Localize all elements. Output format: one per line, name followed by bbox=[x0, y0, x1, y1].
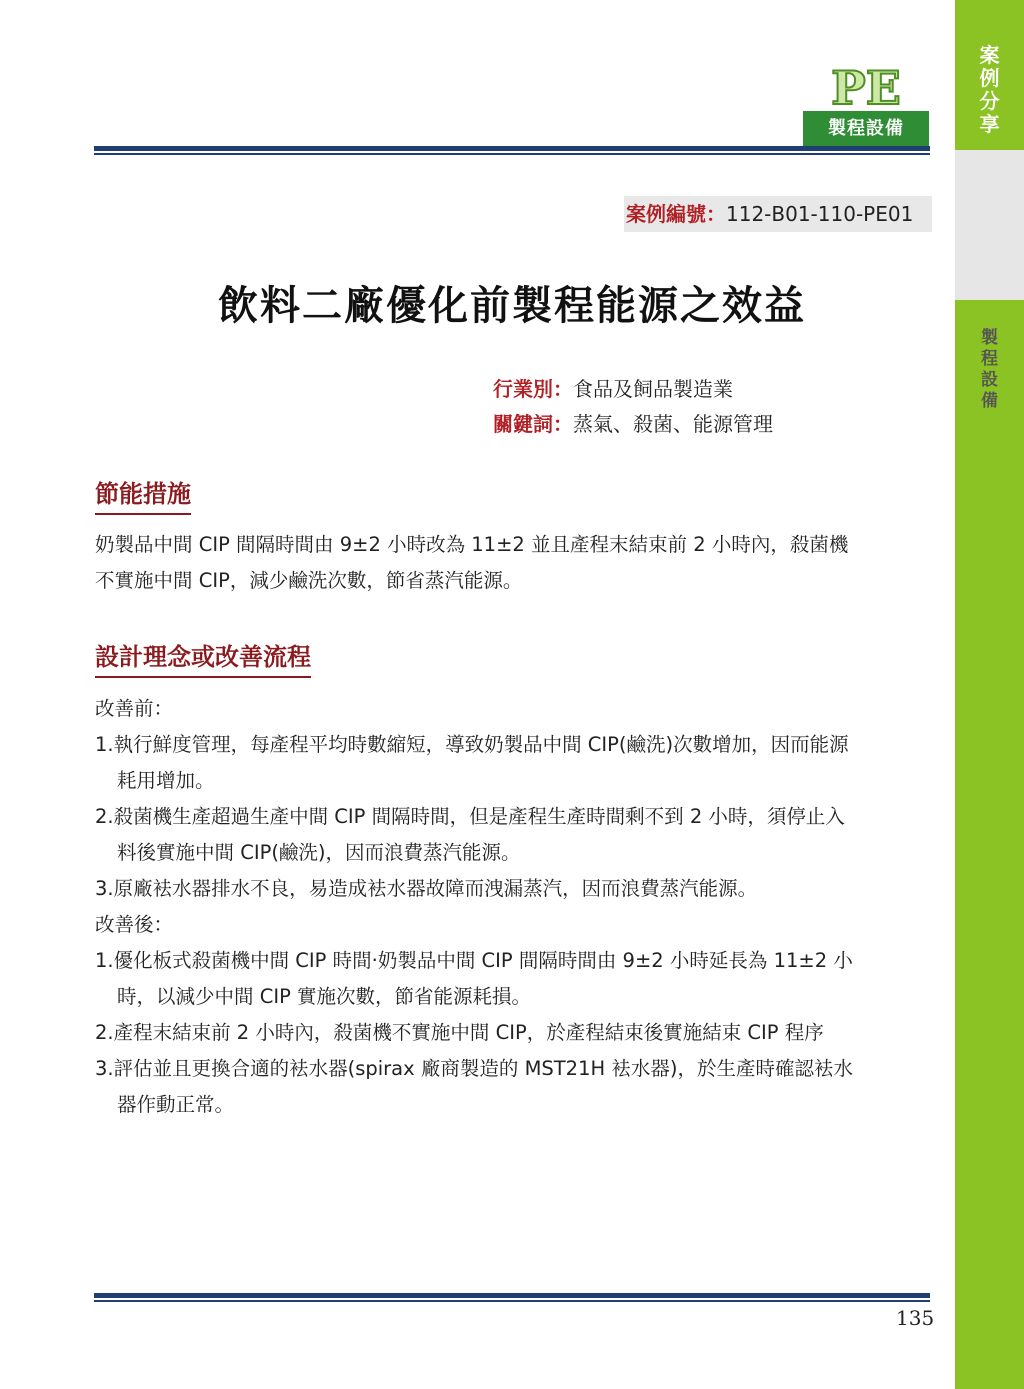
category-badge: 製程設備 bbox=[803, 111, 929, 147]
page-number: 135 bbox=[896, 1306, 935, 1330]
after-label: 改善後： bbox=[95, 913, 174, 936]
footer-rule bbox=[94, 1293, 930, 1302]
side-tab-category-label: 案 例 分 享 bbox=[979, 43, 1000, 136]
section-heading-design: 設計理念或改善流程 bbox=[95, 637, 311, 678]
case-number: 案例編號：112-B01-110-PE01 bbox=[624, 196, 932, 232]
side-tab bbox=[955, 0, 1024, 1389]
svg-text:PE: PE bbox=[831, 66, 901, 110]
pe-logo bbox=[810, 66, 922, 110]
side-tab-category bbox=[955, 0, 1024, 150]
industry-line: 行業別：食品及飼品製造業 bbox=[493, 377, 733, 401]
design-paragraph: 改善前： 1.執行鮮度管理，每產程平均時數縮短，導致奶製品中間 CIP(鹼洗)次數增加，因而能源 耗用增加。 2.殺菌機生產超過生產中間 CIP 間隔時間，但是產程生產時間剩不到 2 小時，須停止入 料後實施中間 CIP(鹼洗)，因而浪費蒸汽能源。 3.原廠袪水器排水不良，易造成袪水器故障而洩漏蒸汽，因而浪費蒸汽能源。 改善後： 1.優化板式殺菌機中間 CIP 時間‧奶製品中間 CIP 間隔時間由 9±2 小時延長為 11±2 小 時，以減少中間 CIP 實施次數，節省能源耗損。 2.產程末結束前 2 小時內，殺菌機不實施中間 CIP，於產程結束後實施結束 CIP 程序 3.評估並且更換合適的袪水器(spirax 廠商製造的 MST21H 袪水器)，於生產時確認袪水 器作動正常。 bbox=[95, 691, 931, 1123]
list-item: 2.殺菌機生產超過生產中間 CIP 間隔時間，但是產程生產時間剩不到 2 小時，須停止入 bbox=[95, 805, 845, 828]
list-item: 3.評估並且更換合適的袪水器(spirax 廠商製造的 MST21H 袪水器)，於生產時確認袪水 bbox=[95, 1057, 853, 1080]
before-label: 改善前： bbox=[95, 697, 174, 720]
list-item: 1.執行鮮度管理，每產程平均時數縮短，導致奶製品中間 CIP(鹼洗)次數增加，因而能源 bbox=[95, 733, 849, 756]
measures-paragraph: 奶製品中間 CIP 間隔時間由 9±2 小時改為 11±2 並且產程末結束前 2 小時內，殺菌機 不實施中間 CIP，減少鹼洗次數，節省蒸汽能源。 bbox=[95, 533, 849, 592]
side-tab-section-label: 製 程 設 備 bbox=[981, 328, 998, 411]
list-item: 3.原廠袪水器排水不良，易造成袪水器故障而洩漏蒸汽，因而浪費蒸汽能源。 bbox=[95, 877, 758, 900]
section-heading-measures: 節能措施 bbox=[95, 474, 191, 515]
page-title: 飲料二廠優化前製程能源之效益 bbox=[218, 283, 806, 329]
list-item: 1.優化板式殺菌機中間 CIP 時間‧奶製品中間 CIP 間隔時間由 9±2 小時延長為 11±2 小 bbox=[95, 949, 853, 972]
keywords-line: 關鍵詞：蒸氣、殺菌、能源管理 bbox=[493, 412, 773, 436]
list-item: 2.產程末結束前 2 小時內，殺菌機不實施中間 CIP，於產程結束後實施結束 CIP 程序 bbox=[95, 1021, 824, 1044]
header-rule bbox=[94, 146, 930, 155]
